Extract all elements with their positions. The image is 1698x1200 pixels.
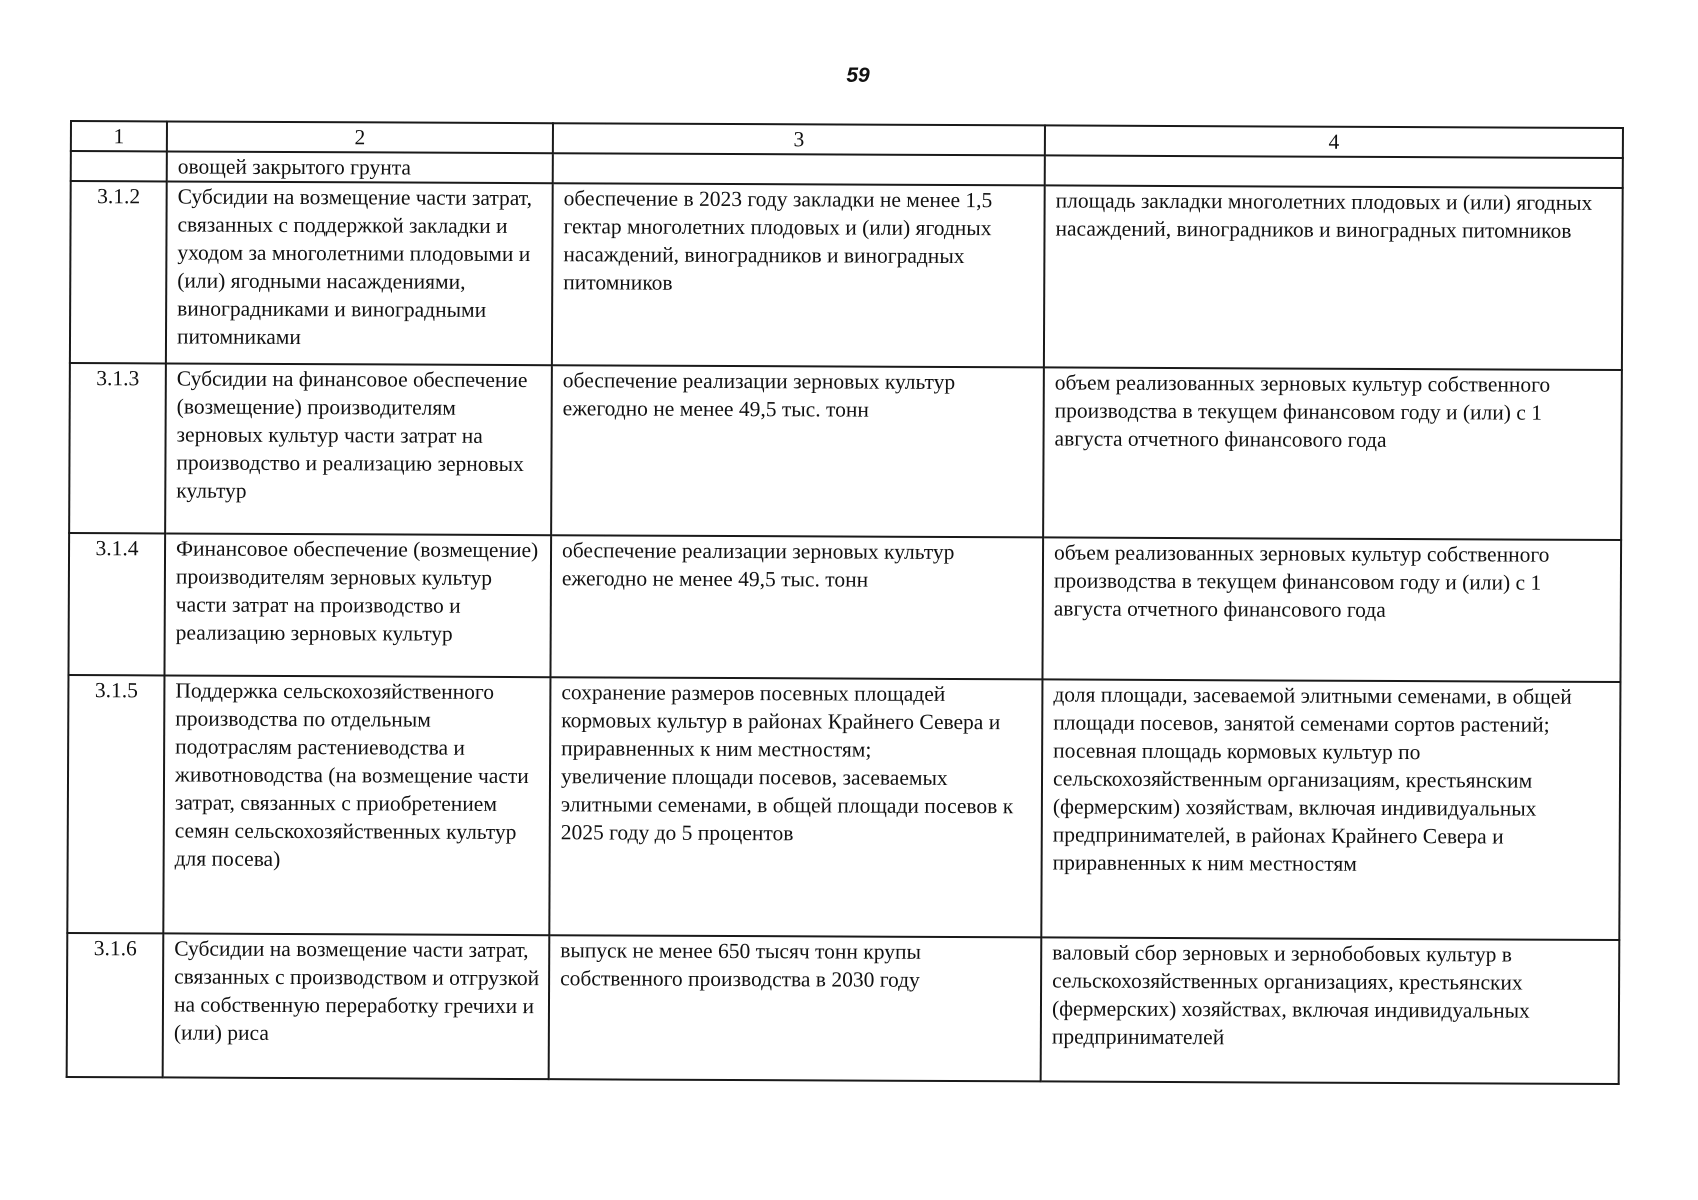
measure-name: Финансовое обеспечение (возмещение) производителям зерновых культур части затрат на производство и реализацию зерновых культур (164, 533, 551, 677)
header-cell-4: 4 (1045, 125, 1623, 158)
page-number: 59 (846, 64, 870, 87)
expected-result: обеспечение реализации зерновых культур ежегодно не менее 49,5 тыс. тонн (550, 535, 1043, 679)
header-cell-3: 3 (553, 123, 1045, 155)
indicator: объем реализованных зерновых культур собственного производства в текущем финансовом году и (или) с 1 августа отчетного финансового года (1042, 537, 1621, 682)
table-row (67, 675, 1620, 940)
indicator: площадь закладки многолетних плодовых и (или) ягодных насаждений, виноградников и виноградных питомников (1044, 185, 1623, 370)
table-row (69, 363, 1622, 540)
expected-result: выпуск не менее 650 тысяч тонн крупы собственного производства в 2030 году (549, 935, 1042, 1081)
measure-name: Субсидии на возмещение части затрат, связанных с поддержкой закладки и уходом за многолетними плодовыми и (или) ягодными насаждениями, виноградниками и виноградными питомниками (166, 181, 553, 365)
measure-name: овощей закрытого грунта (167, 151, 553, 183)
row-number: 3.1.5 (67, 675, 164, 933)
expected-result: сохранение размеров посевных площадей кормовых культур в районах Крайнего Севера и приравненных к ним местностям; увеличение площади посевов, засеваемых элитными семенами, в общей площади посевов к 2025 году до 5 процентов (549, 677, 1042, 937)
indicator (1045, 155, 1623, 188)
table-row (70, 181, 1623, 370)
expected-result: обеспечение в 2023 году закладки не менее 1,5 гектар многолетних плодовых и (или) ягодных насаждений, виноградников и виноградных питомников (552, 183, 1045, 367)
row-number: 3.1.4 (68, 533, 165, 675)
table-row (68, 533, 1621, 682)
indicator: объем реализованных зерновых культур собственного производства в текущем финансовом году и (или) с 1 августа отчетного финансового года (1043, 367, 1622, 540)
measures-table (66, 120, 1624, 1085)
row-number: 3.1.3 (69, 363, 166, 533)
measure-name: Поддержка сельскохозяйственного производства по отдельным подотраслям растениеводства и животноводства (на возмещение части затрат, связанных с приобретением семян сельскохозяйственных культур для посева) (163, 675, 550, 935)
header-cell-2: 2 (167, 121, 553, 153)
row-number: 3.1.2 (70, 181, 167, 363)
table-row (67, 933, 1620, 1084)
expected-result (553, 153, 1045, 185)
row-number: 3.1.6 (67, 933, 164, 1077)
expected-result: обеспечение реализации зерновых культур ежегодно не менее 49,5 тыс. тонн (551, 365, 1044, 537)
row-number (71, 151, 167, 181)
measure-name: Субсидии на возмещение части затрат, связанных с производством и отгрузкой на собственную переработку гречихи и (или) риса (163, 933, 550, 1079)
indicator: доля площади, засеваемой элитными семенами, в общей площади посевов, занятой семенами сортов растений; посевная площадь кормовых культур по сельскохозяйственным организациям, крестьянским (фермерским) хозяйствам, включая индивидуальных предпринимателей, в районах Крайнего Севера и приравненных к ним местностям (1041, 679, 1620, 940)
header-cell-1: 1 (71, 121, 167, 151)
indicator: валовый сбор зерновых и зернобобовых культур в сельскохозяйственных организациях, крестьянских (фермерских) хозяйствах, включая индивидуальных предпринимателей (1041, 937, 1620, 1084)
measure-name: Субсидии на финансовое обеспечение (возмещение) производителям зерновых культур части затрат на производство и реализацию зерновых культур (165, 363, 552, 535)
